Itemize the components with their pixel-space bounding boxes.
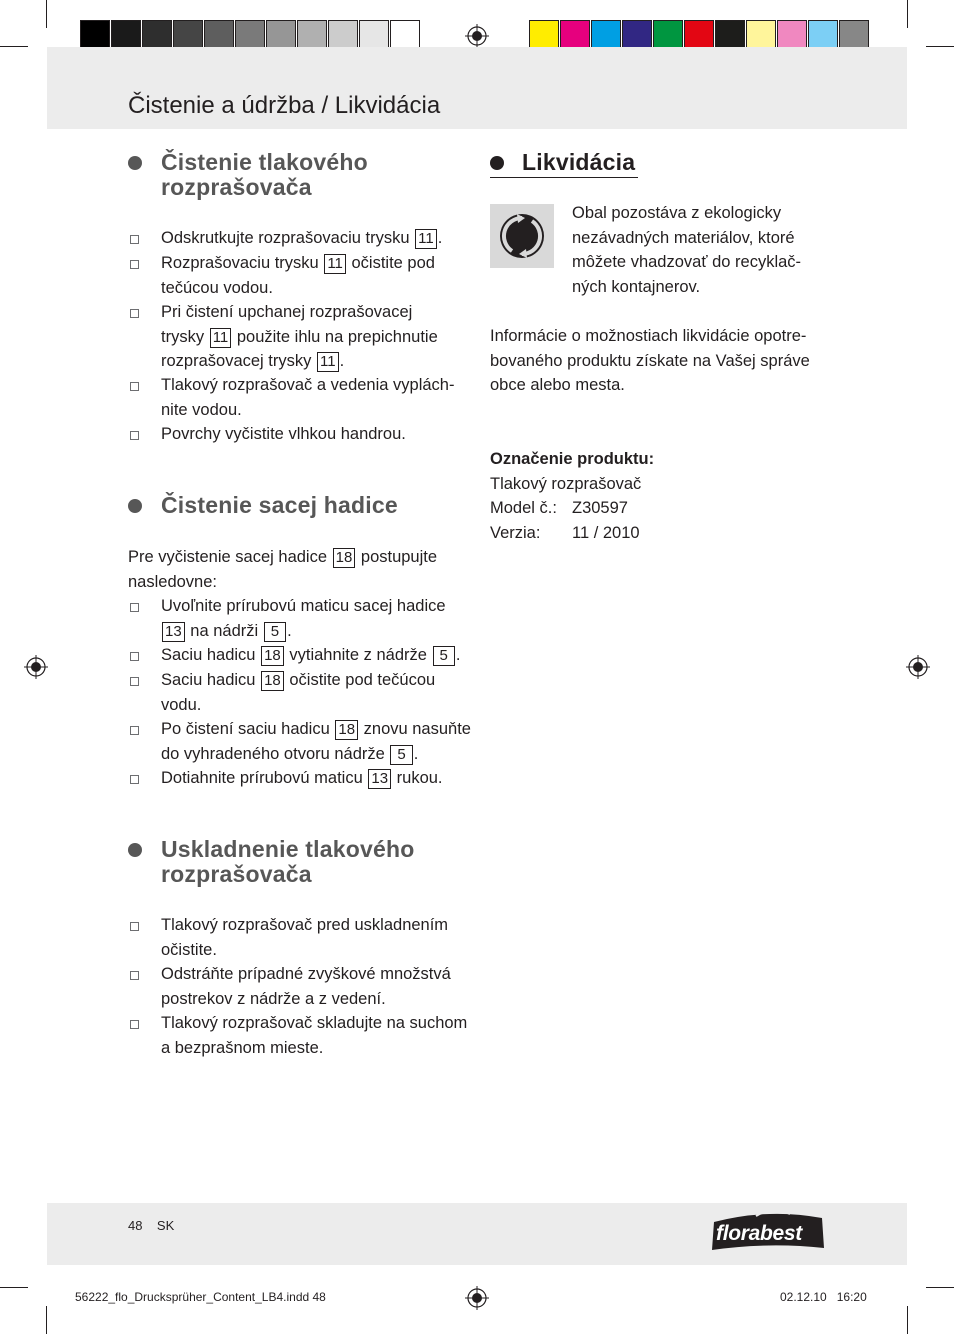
bullet-dot-icon — [128, 499, 142, 513]
list-item: Saciu hadicu 18 očistite pod tečúcou vodu. — [161, 671, 436, 714]
heading-underline — [490, 177, 638, 178]
product-designation: Označenie produktu: Tlakový rozprašovač Model č.: Z30597 Verzia: 11 / 2010 — [490, 447, 654, 545]
color-swatch — [684, 20, 714, 50]
crop-mark — [907, 0, 908, 28]
bullet-dot-icon — [490, 156, 504, 170]
registration-mark-icon — [906, 655, 930, 679]
color-swatch — [777, 20, 807, 50]
checkbox-bullet-icon — [130, 260, 139, 269]
checkbox-bullet-icon — [130, 382, 139, 391]
list-item: Po čistení saciu hadicu 18 znovu nasuňte do vyhradeného otvoru nádrže 5 . — [161, 720, 471, 763]
list-item: Odstráňte prípadné zvyškové množstvá postrekov z nádrže a z vedení. — [161, 965, 451, 1008]
list-item: Tlakový rozprašovač a vedenia vyplách- nite vodou. — [161, 376, 455, 419]
section-heading: Uskladnenie tlakového rozprašovača — [161, 836, 415, 887]
checkbox-bullet-icon — [130, 971, 139, 980]
color-swatch — [173, 20, 203, 50]
color-swatch — [359, 20, 389, 50]
crop-mark — [0, 46, 28, 47]
crop-mark — [926, 1287, 954, 1288]
registration-mark-icon — [24, 655, 48, 679]
section-heading: Likvidácia — [522, 149, 636, 175]
checkbox-bullet-icon — [130, 677, 139, 686]
recycling-arrows-icon — [490, 204, 554, 268]
crop-mark — [46, 1306, 47, 1334]
list-item: Pri čistení upchanej rozprašovacej trysky 11 použite ihlu na prepichnutie rozprašovacej trysky 11 . — [161, 303, 438, 370]
list-item: Saciu hadicu 18 vytiahnite z nádrže 5 . — [161, 646, 461, 664]
paragraph: Informácie o možnostiach likvidácie opotre- bovaného produktu získate na Vašej správe obce alebo mesta. — [490, 327, 810, 394]
color-swatch — [111, 20, 141, 50]
color-swatch — [560, 20, 590, 50]
color-swatch — [266, 20, 296, 50]
color-swatch — [591, 20, 621, 50]
color-swatch — [529, 20, 559, 50]
green-dot-recycling-logo — [490, 204, 554, 268]
registration-mark-icon — [465, 24, 489, 48]
list-item: Tlakový rozprašovač pred uskladnením očistite. — [161, 916, 449, 959]
checkbox-bullet-icon — [130, 431, 139, 440]
color-swatch — [715, 20, 745, 50]
crop-mark — [0, 1287, 28, 1288]
crop-mark — [926, 46, 954, 47]
section-heading: Čistenie tlakového rozprašovača — [161, 149, 368, 200]
checkbox-bullet-icon — [130, 726, 139, 735]
bullet-dot-icon — [128, 843, 142, 857]
designation-label: Označenie produktu: — [490, 450, 655, 468]
color-swatch — [808, 20, 838, 50]
page-title: Čistenie a údržba / Likvidácia — [128, 92, 441, 119]
checkbox-bullet-icon — [130, 309, 139, 318]
list-item: Povrchy vyčistite vlhkou handrou. — [161, 425, 406, 443]
checkbox-bullet-icon — [130, 235, 139, 244]
list-item: Rozprašovaciu trysku 11 očistite pod tečúcou vodou. — [161, 254, 435, 297]
color-swatch — [390, 20, 420, 50]
paragraph: Pre vyčistenie sacej hadice 18 postupujte nasledovne: — [128, 548, 438, 591]
page-number: 48 SK — [128, 1218, 175, 1233]
bullet-dot-icon — [128, 156, 142, 170]
checkbox-bullet-icon — [130, 603, 139, 612]
list-item: Uvoľnite prírubovú maticu sacej hadice 13 na nádrži 5 . — [161, 597, 446, 640]
file-info: 56222_flo_Drucksprüher_Content_LB4.indd 48 — [75, 1290, 326, 1304]
checkbox-bullet-icon — [130, 775, 139, 784]
color-swatch — [297, 20, 327, 50]
paragraph: Obal pozostáva z ekologicky nezávadných materiálov, ktoré môžete vhadzovať do recyklač- ných kontajnerov. — [572, 204, 802, 296]
crop-mark — [46, 0, 47, 28]
checkbox-bullet-icon — [130, 652, 139, 661]
checkbox-bullet-icon — [130, 922, 139, 931]
print-timestamp: 02.12.10 16:20 — [780, 1290, 867, 1304]
section-heading: Čistenie sacej hadice — [161, 492, 398, 518]
color-swatch — [80, 20, 110, 50]
registration-mark-icon — [465, 1286, 489, 1310]
color-swatch — [328, 20, 358, 50]
list-item: Odskrutkujte rozprašovaciu trysku 11 . — [161, 229, 443, 247]
color-swatch — [235, 20, 265, 50]
color-swatch — [746, 20, 776, 50]
product-name: Tlakový rozprašovač — [490, 474, 642, 493]
color-swatch — [839, 20, 869, 50]
color-swatch — [653, 20, 683, 50]
color-swatch — [142, 20, 172, 50]
florabest-logo: florabest — [710, 1208, 828, 1252]
list-item: Tlakový rozprašovač skladujte na suchom a bezprašnom mieste. — [161, 1014, 468, 1057]
color-swatch — [204, 20, 234, 50]
list-item: Dotiahnite prírubovú maticu 13 rukou. — [161, 769, 443, 787]
crop-mark — [907, 1306, 908, 1334]
color-swatch — [622, 20, 652, 50]
checkbox-bullet-icon — [130, 1020, 139, 1029]
